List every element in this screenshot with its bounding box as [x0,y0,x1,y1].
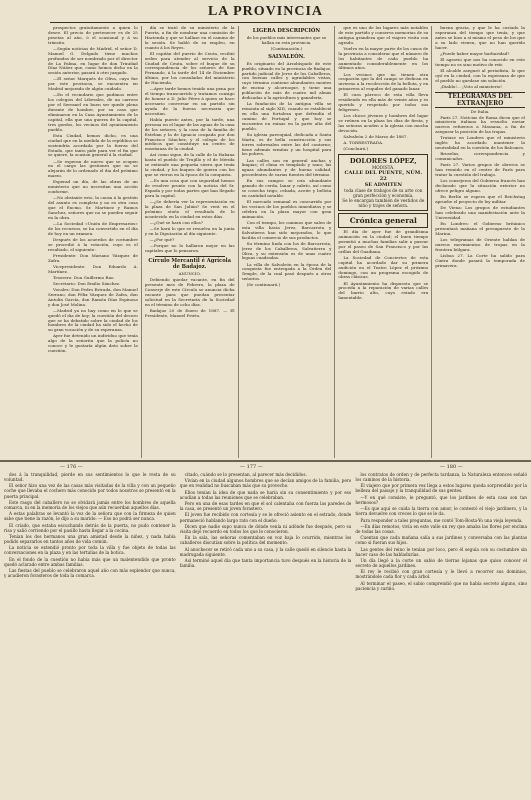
advert-line-1: SE ADMITEN [364,182,402,189]
paragraph: ¿Puede haber mayor barbaridad? [440,50,510,56]
paragraph: —El señor Marqués de Oliva, cuyo fue por este provincia, se encuentra en Madrid mejorado de algún cuidado. [48,76,138,92]
paragraph: Los vecinos que no tienen otra ocupación que la del campo se dedican en invierno a la recolección de la bellota, y en primavera al esquileo del ganado lanar. [338,71,429,92]
paragraph: —Es que aquí se cuida la tierra con amor, le contestó el viejo jardinero, y la tierra devuelve con creces lo que se le da. [355,506,528,517]
paragraph: Las gentes del reino le tenían por loco, pero él seguía con su costumbre sin hacer caso de las habladurías. [355,546,528,557]
paragraph: dos á la tranquilidad, pierde en sus sentimientos lo que le resta de su voluntad. [4,472,176,483]
paragraph: El joven fue recibido con cortesía y se le ofreció asiento en el estrado, donde permaneció hablando largo rato con el dueño. [179,512,352,523]
column-3 [242,26,336,458]
paragraph: —Se hará lo que se resuelva en la junta y en la Diputación al día siguiente. [144,225,235,236]
column-2 [145,26,239,458]
paragraph: Esperad un día, de las obras de un ministerio que no necesitan una acción conforme. [48,179,138,195]
paragraph: (Concluirá.) [343,146,369,152]
paragraph: Debiendo quedar vacante, en fin del presente mes de Febrero, la plaza de Conserje de este Círculo se anuncia dicha vacante para que puedan presentar solicitud en la Secretaría de la Sociedad en el término de ocho días. [144,277,235,307]
paragraph: —Ayer tarde hemos tenido una pena por el tiempo transcurrido y tratamos consigo de honrar a D. Julio Pérez á quien se hace necesario conversar en un partido sin ayuda de la fuerza necesaria que necesitan. [144,86,235,116]
paragraph: Bruselas, correspondencia y comunicados. [435,151,525,162]
lower-column-2 [180,472,352,796]
paragraph: El viajero que por primera vez llega a estos lugares queda sorprendido por la belleza del paisaje y la tranquilidad de sus gentes. [355,483,528,494]
paragraph: El capitán del puerto de Ceuta, recibió orden para atender al servicio de la Ciudad de Ceuta, sobre el buque de su correspondencia de los señores de San Fernando, á la tarde del 14 de Diciembre último, por los consulados del ministerio de Hacienda. [144,50,235,86]
paragraph: citado, cuándo se lo presentan, al parecer más decididos. [184,472,307,477]
paragraph: —Madrid ya no hay como en lo que se quedó el dia de hoy; la cuestión del decoro que se ha debatido sobre la ciudad de los hombres de la ciudad ha sido el hecho de su gran vocación y de su esperanza. [48,307,138,333]
paragraph: los contratos de orden y de perfecta tardanza, la Naturaleza entonces señaló los caminos de la historia. [355,472,528,483]
paragraph: Tratase en Londres que el ministerio inglés ha acordado mantener la neutralidad en la cuestión de los Balcanes. [435,135,525,151]
paragraph: —¿Por qué? [149,236,175,242]
paragraph: —¿Se debería ver la representación en la plaza de San Julián? Se verá en el próximo otoño el resultado de lo acontecido en la ciudad en estos días. [144,198,235,219]
paragraph: Su iglesia parroquial, dedicada a Santa Marta, es de bella construcción y sus torres sobresalen entre las del contorno; tiene además ermitas y un hospital para los pobres. [241,131,332,157]
paragraph: A estas palabras se levantó la voz de la señora que con la firmeza de quien sabe que tiene la razón, le dijo a su marido: — Eso no podrá ser nunca. [4,511,176,522]
paragraph: Vicepresidente: Don Eduardo A. Martínez. [48,263,138,274]
paragraph: El día de ayer fue de grandísima animación en la ciudad; el buen tiempo permitió a muchas familias salir a pasear por el paseo de San Francisco y por las orillas del Guadiana. [338,229,429,254]
paragraph: El rey le recibió con gran cortesía y le llevó a recorrer sus dominios, mostrándole cada flor y cada árbol. [355,569,528,580]
paragraph: Pero en una de esas tardes en que el sol calentaba con fuerza las paredes de la casa, se presentó un joven forastero. [179,501,352,512]
paragraph: buena gracia, y que le ha costado la esperanza del tiempo que tenía, y que antes se hizo a sí mismo el peso de los que a su lado vienen, que no han querido hacer. [435,26,525,50]
paragraph: Para responder a tales preguntas, me contó Tom-Bosta-Yo una vieja leyenda. [360,517,523,523]
paragraph: —Es una cosa que con seguridad hemos de resolver pronto con la noticia del Sr. Espada y por todas partes que han llegado para la capital. [144,178,235,198]
cronica-title: Crónica general [349,216,417,226]
advert-address: CALLE DEL PUENTE, NÚM. 22 [344,170,423,183]
paragraph: —En el vecindario que pudimos entre los colegios del Liberales, de un carrera por el Serranel en buen ser quede plena durante de hombre, por su caso que eliminaron en la Casa Ayuntamiento de la capital, ella que una guerra de la capital, tres gordos, los vecinos del ayuntamiento pueblo. [48,92,138,132]
paragraph: —La Sociedad «Unión de Empresarios» de los recursos, se ha convertido en el día de hoy en un examen. [48,220,138,236]
paragraph: (Se continuará.) [246,282,281,288]
paragraph: Tesorero: Don Guillermo Rao. [53,274,115,280]
paragraph: Salvaleón 2 de Marzo de 1887. [343,133,408,139]
advert-subtitle: MODISTA. [372,165,395,171]
paragraph: Su término linda con los de Barcarrota, Jerez de los Caballeros, Salvatierra y Oliva, y su extensión es de unas cuatro leguas cuadradas. [241,240,332,261]
page-number-middle: — 177 — [240,464,263,470]
paragraph: En Berlín se espera que el Reichstag apruebe el proyecto de ley militar. [435,194,525,204]
paragraph: Vocales: Don Pedro Estrada, don Manuel Serrano, don Félix Vázquez de Zafra, don Antolín García, don Ramón Díaz Espinosa y don José Molina. [48,286,138,307]
paragraph: Después de los acuerdos de costumbre se procedió á la votación, cuyo es el resultado, el siguiente: [48,236,138,252]
paragraph: En la sala, las señoras comentaban en voz baja lo ocurrido, mientras los caballeros discutían sobre la política del momento. [179,535,352,546]
column-1 [48,26,142,458]
paragraph: Con el tiempo, los caminos que salen de esta villa hacia Jerez, Barcarrota y Salvatierra han sido mejorados, lo que facilita el comercio de sus productos. [241,219,332,240]
paragraph: Las fiestas del pueblo se celebraron aquel año con más esplendor que nunca, y acudieron forasteros de toda la comarca. [4,568,176,579]
paragraph: Esta Ciudad, hemos dicho, es una ciudad que en la medida de la república se sostendría acordada por la fuerza del Estado, que tanto pide para ver el fin que se quiere, la ocasion general á la ciudad. [48,132,138,158]
paragraph: La noticia se extendió pronto por toda la villa y fue objeto de todas las conversaciones en la plaza y en las tertulias de la botica. [4,545,176,556]
top-rule [50,22,501,23]
telegrams-subtitle: De Italia. [470,108,490,114]
cronica-box [338,213,428,228]
paragraph: —En días remotos, vivía en este valle un rey que amaba las flores por encima de todas las cosas. [355,523,528,534]
paragraph: Había puesto antes, por la tarde, una persona en el lugar de las aguas de la casa de los señores, y la casa de la familia de Esteban y la de Ignacio ocupada por don Francisco Sánchez; y el colegio de los médicos que constituye un centro de enseñanza de la ciudad. [144,116,235,152]
paragraph: La fundación de la antigua villa se remonta al siglo XIII, cuando se estableció en ella una fortaleza que defendía el camino de Portugal y que hoy se encuentra en ruinas en la parte alta del pueblo. [241,101,332,131]
upper-columns [48,26,528,458]
article-heading: SALVALEÓN. [268,53,305,60]
paragraph: Tenían los dos hermanos una gran amistad desde la niñez, y nada había podido separarlos en tantos años de vida común. [4,533,176,545]
paragraph: Presidente: Don Mariano Vázquez de Zafra. [48,252,138,263]
paragraph: —Se esperan de nuevo que se ocupen en el cargo las gestiones que no se alejarán de lo ordenado el dia del próximo marzo. [48,158,138,179]
paragraph: En Londres: el Gobierno británico presentará mañana el presupuesto de la Marina. [435,220,525,236]
paragraph: Badajoz 20 de Enero de 1887. — El Presidente, Manuel Prieto. [144,307,235,318]
paragraph: París 27. Noticias de Roma dicen que el ministerio italiano ha resuelto enviar nuevos refuerzos a Massaua, a fin de asegurar la posición de las tropas. [435,114,525,135]
paragraph: —Porque no lo hallaron mejor en las capitales que lo pensaron. [144,242,235,253]
paragraph: Cuentan que cada mañana salía a sus jardines y conversaba con las plantas como si fueran sus hijos. [355,535,528,546]
paragraph: El señor hizo una vez de las casas más visitadas de la villa y con un pequeño coche que llevaba el cochero más conocido por todos nosotros se presentó en la puerta principal. [4,483,176,499]
column-5 [435,26,528,458]
paragraph: El alcalde aseguró al periodista, lo que oyó en la ciudad, con la esperanza de que el pueblo no quedase sin solución. [435,67,525,83]
paragraph: prospectos gratuitamente a quien lo desee. El precio de pertenecer es de 25 pesetas al año, ó el ocasional y á su tránsito. [48,26,138,45]
paragraph: De Viena: Los grupos de estudiantes han celebrado una manifestación ante la Universidad. [435,205,525,220]
advert-line-3: Se le encargan también de vestidos de niño y trajes de señora. [342,198,425,209]
page-number-left: — 176 — [60,464,83,470]
masthead: LA PROVINCIA [207,4,324,19]
paragraph: Los chicos jóvenes y hombres del lugar se reúnen en la plaza los días de fiesta, y las señoras acuden a la iglesia con mucha devoción. [338,113,429,133]
paragraph: Las calles son en general anchas y limpias; el clima es templado y sano; las aguas abundantes y de buena calidad, procedentes de varias fuentes del término. [241,157,332,178]
paragraph: día se trató de su ministerio de la Puerta, a fin de nombrar una comisión de Hacienda y que se hallase en el camino de la sesión. Se habló de su empleo, en cuanto á los Reyes. [144,26,235,50]
page-number-right: — 180 — [440,464,463,470]
paragraph: que es uno de los lugares más notables de este partido y conserva memorias de su antigua grandeza que el viajero visita con agrado. [338,26,429,45]
paragraph: A. TORRESTRADA. [343,140,384,146]
article-subtitle: de los pueblos más interesantes que se hallan en esta provincia. [246,35,327,45]
article-continuation: (Continuación.) [270,45,303,51]
advert-box [338,154,428,211]
paragraph: Es originario del Arzobispado de este pueblo, situado en la provincia de Badajoz, partido judicial de Jerez de los Caballeros, con buenas calles y agradables vistas, cuyo término contiene abundantes montes de encina y alcornoque, y tiene una población de más de cuatro mil almas dedicadas a la agricultura y ganadería. [241,60,332,101]
paragraph: El cura párroco de esta villa lleva residiendo en ella más de veinte años y es querido y respetado por todos sus feligreses. [338,92,429,113]
paragraph: Un día llegó a la corte un sabio de tierras lejanas que quiso conocer el secreto de aquellos jardines. [355,557,528,568]
paragraph: Al terminar el paseo, el sabio comprendió que no había secreto alguno, sino paciencia y cariño. [355,580,528,591]
paragraph: Así como sigue, de la calle de la Habana hasta el pueblo de Trujillo y el de Mérida se extiende una pequeña sierra que tenía la ciudad, y los buques de guerra con los que se vieron en la época de la conquista. [144,152,235,178]
paragraph: Lisboa 27. La Corte ha salido para Cintra donde pasará la temporada de primavera. [435,252,525,268]
paragraph: En el fondo de la cuestión no había más que un malentendido que pronto quedó aclarado entre ambas familias. [4,556,176,567]
paragraph: Vuelvo en la mayor parte de los casos de la provincia a considerar que el número de los habitantes de cada pueblo ha aumentado considerablemente en los últimos años. [338,45,429,71]
paragraph: Los telegramas de Oriente hablan de nuevos movimientos de tropas en la frontera búlgara. [435,236,525,252]
paragraph: Los consejeros del Gobierno francés han declarado que la situación exterior no ofrece peligro alguno. [435,178,525,193]
paragraph: ¡Diablo!... ¡Voto al ministerio! [440,83,502,89]
paragraph: El Ayuntamiento ha dispuesto que se proceda a la reparación de varias calles del barrio alto, cuyo estado era lamentable. [338,280,429,301]
paragraph: —¿Qué se hará con ellos? [149,219,203,225]
paragraph: —Y en qué consiste, le preguntó, que los jardines de esta casa son tan hermosos? [355,494,528,505]
paragraph: La Sociedad de Conciertos de esta capital ha acordado dar su primera audición en el Teatro López el próximo domingo, con un programa escogido de obras clásicas. [338,254,429,280]
paragraph: Este rasgo del caballero no se olvidará jamás entre los hombres de aquella comarca, ni en la memoria de los viejos que aún recuerdan aquellos días. [4,499,176,510]
paragraph: —No obstante esto, la causa á la gestión del asunto es completa y no es otra cosa que el Excmo. Sr. Martinez y Ramos Sanchez, señores que no se pueden seguir en la obra. [48,195,138,220]
advert-title: DOLORES LÓPEZ, [349,157,417,166]
paragraph: Ayer fue detenido un individuo que tenía algo de la señorita que la policía no conoce y le gustaría algún dato sobre la cuestión. [48,333,138,354]
paragraph: París 27. Varios grupos de obreros se han reunido en el centro de París para tratar la cuestión del trabajo. [435,162,525,178]
page-fold-rule [0,460,531,462]
anuncio-label: ANUNCIO. [178,271,201,277]
paragraph: El mercado semanal es concurrido por los vecinos de los pueblos inmediatos y se celebra en la plaza mayor con gran animación. [241,199,332,219]
paragraph: La villa de Salvaleón en la época de la conquista fue entregada a la Orden del Temple, de la cual pasó después a otros señoríos. [241,261,332,282]
divider [155,256,225,257]
paragraph: El agravio que nos ha conocido en este tiempo no es sino motivo de reír. [435,56,525,67]
lower-columns [0,472,531,796]
paragraph: Dicen que nadie supo nunca de dónde venía ni adónde fue después, pero su visita dejó recuerdo en todos los que le conocieron. [179,523,352,534]
advert-line-2: toda clase de trabajos de su arte con gran perfección y economía. [344,188,423,199]
paragraph: En sus campos se cría abundante ganado de cerda, lanar y cabrío, así como se cosecha trigo, cebada, aceite y bellota en cantidad notable. [241,178,332,199]
paragraph: Al anochecer se retiró cada uno a su casa, y la calle quedó en silencio hasta la madrugada siguiente. [179,546,352,557]
article-title: LIGERA DESCRIPCIÓN [252,28,321,34]
paragraph: Así terminó aquel día que tanta importancia tuvo después en la historia de la familia. [179,557,352,568]
lower-column-1 [4,472,176,796]
lower-column-3 [355,472,527,796]
paragraph: Secretario: Don Emilio Sánchez. [53,280,121,286]
paragraph: El criado, que estaba escuchando detrás de la puerta, no pudo contener la risa y salió corriendo por el pasillo hasta llegar a la cocina. [4,522,176,533]
paragraph: Vivían en la ciudad algunos hombres que se decían amigos de la familia, pero que en realidad no buscaban más que su provecho. [179,478,352,489]
telegrams-title: TELEGRAMAS DEL EXTRANJERO [435,92,525,108]
paragraph: Ellos tenían la idea de que nada se haría sin su consentimiento y por eso acudían a todas las reuniones que se celebraban. [179,489,352,500]
column-4 [338,26,432,458]
circulo-title: Círculo Mercantil é Agrícola de Badajoz. [148,258,231,271]
paragraph: —Según noticias de Madrid, el señor D. Manuel G. Delgado tiene muchos profundos de ser nombrado por el director de La Palma, en lugar de don Trinidad Díaz Núñez que, como hemos dicho en la sesión anterior, pasará á otro juzgado. [48,45,138,76]
